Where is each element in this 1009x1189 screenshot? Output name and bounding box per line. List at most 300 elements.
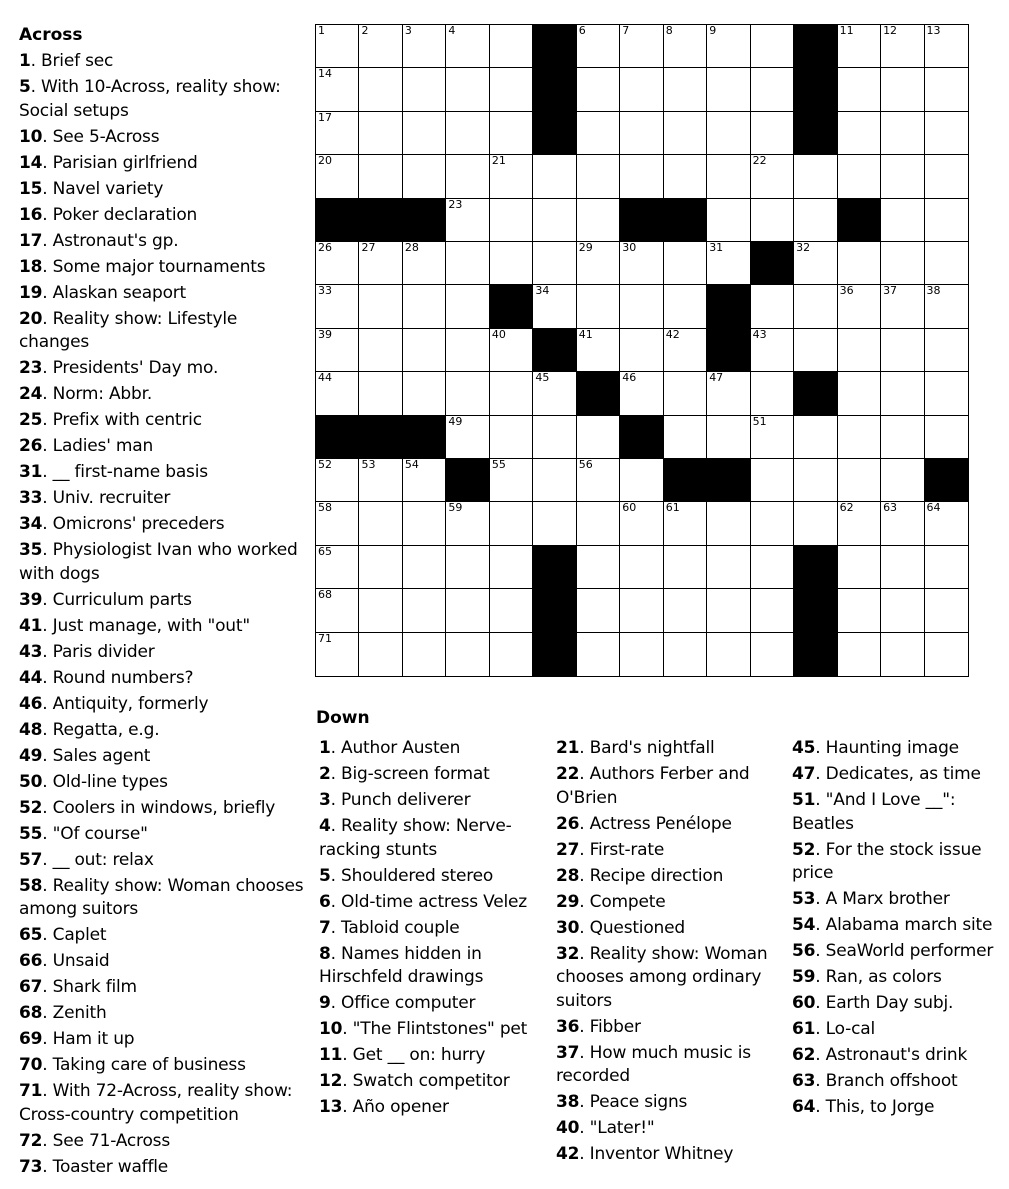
grid-cell[interactable] bbox=[359, 633, 402, 676]
grid-cell[interactable] bbox=[446, 25, 489, 68]
black-square bbox=[794, 25, 837, 68]
black-square bbox=[533, 633, 576, 676]
grid-cell[interactable] bbox=[577, 199, 620, 242]
grid-cell[interactable] bbox=[620, 633, 663, 676]
grid-cell[interactable] bbox=[751, 329, 794, 372]
grid-cell[interactable] bbox=[403, 329, 446, 372]
grid-cell[interactable] bbox=[925, 199, 968, 242]
grid-cell[interactable] bbox=[446, 112, 489, 155]
black-square bbox=[577, 372, 620, 415]
cell-number: 56 bbox=[578, 458, 593, 471]
grid-cell[interactable] bbox=[316, 25, 359, 68]
clue-number: 14 bbox=[19, 152, 43, 173]
clue-number: 65 bbox=[19, 925, 43, 945]
clue-number: 44 bbox=[19, 667, 43, 688]
grid-cell[interactable] bbox=[533, 285, 576, 328]
grid-cell[interactable] bbox=[620, 25, 663, 68]
grid-cell[interactable] bbox=[533, 502, 576, 545]
down-clue-36: 36. Fibber bbox=[556, 1016, 641, 1037]
grid-cell[interactable] bbox=[925, 329, 968, 372]
grid-cell[interactable] bbox=[316, 155, 359, 198]
grid-cell[interactable] bbox=[446, 633, 489, 676]
across-clue-16: 16. Poker declaration bbox=[19, 204, 198, 225]
black-square bbox=[925, 459, 968, 502]
grid-cell[interactable] bbox=[751, 459, 794, 502]
clue-number: 61 bbox=[792, 1019, 816, 1039]
black-square bbox=[403, 416, 446, 459]
clue-number: 20 bbox=[19, 308, 43, 329]
grid-cell[interactable] bbox=[620, 68, 663, 111]
cell-number: 37 bbox=[883, 284, 898, 298]
clue-number: 15 bbox=[19, 178, 43, 199]
grid-cell[interactable] bbox=[881, 589, 924, 632]
grid-cell[interactable] bbox=[403, 155, 446, 198]
crossword-grid[interactable] bbox=[315, 24, 969, 677]
grid-cell[interactable] bbox=[359, 459, 402, 502]
cell-number: 55 bbox=[491, 458, 506, 471]
grid-cell[interactable] bbox=[316, 68, 359, 111]
clue-number: 41 bbox=[19, 615, 43, 636]
grid-cell[interactable] bbox=[838, 502, 881, 545]
grid-cell[interactable] bbox=[533, 372, 576, 415]
grid-cell[interactable] bbox=[881, 416, 924, 459]
grid-cell[interactable] bbox=[533, 459, 576, 502]
down-clue-26: 26. Actress Penélope bbox=[556, 813, 732, 834]
grid-cell[interactable] bbox=[838, 68, 881, 111]
grid-cell[interactable] bbox=[620, 329, 663, 372]
grid-cell[interactable] bbox=[881, 546, 924, 589]
grid-cell[interactable] bbox=[359, 112, 402, 155]
grid-cell[interactable] bbox=[403, 112, 446, 155]
grid-cell[interactable] bbox=[751, 546, 794, 589]
grid-cell[interactable] bbox=[577, 416, 620, 459]
clue-number: 32 bbox=[556, 943, 580, 964]
grid-cell[interactable] bbox=[577, 242, 620, 285]
grid-cell[interactable] bbox=[403, 502, 446, 545]
black-square bbox=[533, 546, 576, 589]
grid-cell[interactable] bbox=[620, 242, 663, 285]
grid-cell[interactable] bbox=[533, 242, 576, 285]
grid-cell[interactable] bbox=[359, 589, 402, 632]
grid-cell[interactable] bbox=[316, 589, 359, 632]
cell-number: 65 bbox=[318, 544, 332, 558]
grid-cell[interactable] bbox=[751, 25, 794, 68]
grid-cell[interactable] bbox=[620, 589, 663, 632]
cell-number: 27 bbox=[361, 241, 376, 254]
grid-cell[interactable] bbox=[881, 459, 924, 502]
grid-cell[interactable] bbox=[316, 242, 359, 285]
grid-cell[interactable] bbox=[577, 25, 620, 68]
grid-cell[interactable] bbox=[533, 155, 576, 198]
grid-cell[interactable] bbox=[490, 25, 533, 68]
grid-cell[interactable] bbox=[925, 25, 968, 68]
grid-cell[interactable] bbox=[925, 502, 968, 545]
clue-number: 36 bbox=[556, 1016, 580, 1037]
grid-cell[interactable] bbox=[707, 68, 750, 111]
grid-cell[interactable] bbox=[577, 155, 620, 198]
grid-cell[interactable] bbox=[403, 242, 446, 285]
cell-number: 44 bbox=[318, 371, 332, 385]
cell-number: 17 bbox=[318, 110, 332, 124]
cell-number: 6 bbox=[578, 24, 586, 37]
grid-cell[interactable] bbox=[490, 199, 533, 242]
grid-cell[interactable] bbox=[881, 199, 924, 242]
grid-cell[interactable] bbox=[664, 68, 707, 111]
grid-cell[interactable] bbox=[359, 242, 402, 285]
grid-cell[interactable] bbox=[316, 459, 359, 502]
grid-cell[interactable] bbox=[925, 242, 968, 285]
grid-cell[interactable] bbox=[881, 242, 924, 285]
grid-cell[interactable] bbox=[577, 459, 620, 502]
grid-cell[interactable] bbox=[838, 329, 881, 372]
clue-number: 25 bbox=[19, 410, 43, 430]
grid-cell[interactable] bbox=[838, 25, 881, 68]
grid-cell[interactable] bbox=[794, 502, 837, 545]
clue-number: 46 bbox=[19, 693, 43, 714]
grid-cell[interactable] bbox=[446, 155, 489, 198]
grid-cell[interactable] bbox=[794, 242, 837, 285]
grid-cell[interactable] bbox=[925, 68, 968, 111]
grid-cell[interactable] bbox=[751, 155, 794, 198]
grid-cell[interactable] bbox=[664, 112, 707, 155]
grid-cell[interactable] bbox=[359, 285, 402, 328]
down-clue-54: 54. Alabama march site bbox=[792, 915, 993, 935]
clue-number: 34 bbox=[19, 514, 43, 534]
across-clue-18: 18. Some major tournaments bbox=[19, 256, 266, 277]
grid-cell[interactable] bbox=[881, 155, 924, 198]
grid-cell[interactable] bbox=[620, 372, 663, 415]
grid-cell[interactable] bbox=[490, 589, 533, 632]
grid-cell[interactable] bbox=[838, 459, 881, 502]
grid-cell[interactable] bbox=[838, 242, 881, 285]
grid-cell[interactable] bbox=[664, 285, 707, 328]
grid-cell[interactable] bbox=[925, 155, 968, 198]
grid-cell[interactable] bbox=[403, 25, 446, 68]
grid-cell[interactable] bbox=[446, 242, 489, 285]
cell-number: 52 bbox=[318, 458, 332, 471]
clue-number: 3 bbox=[319, 790, 331, 810]
grid-cell[interactable] bbox=[838, 416, 881, 459]
across-clue-17: 17. Astronaut's gp. bbox=[19, 230, 179, 251]
cell-number: 13 bbox=[926, 24, 941, 37]
grid-cell[interactable] bbox=[490, 633, 533, 676]
grid-cell[interactable] bbox=[446, 546, 489, 589]
grid-cell[interactable] bbox=[664, 546, 707, 589]
grid-cell[interactable] bbox=[707, 199, 750, 242]
grid-cell[interactable] bbox=[403, 68, 446, 111]
grid-cell[interactable] bbox=[838, 112, 881, 155]
grid-cell[interactable] bbox=[620, 459, 663, 502]
cell-number: 49 bbox=[448, 414, 463, 428]
grid-cell[interactable] bbox=[316, 546, 359, 589]
grid-cell[interactable] bbox=[751, 285, 794, 328]
down-clues-column-3 bbox=[792, 737, 1002, 1122]
grid-cell[interactable] bbox=[838, 633, 881, 676]
across-clue-24: 24. Norm: Abbr. bbox=[19, 384, 153, 404]
across-clue-55: 55. "Of course" bbox=[19, 823, 148, 844]
grid-cell[interactable] bbox=[881, 285, 924, 328]
grid-cell[interactable] bbox=[707, 25, 750, 68]
cell-number: 8 bbox=[665, 24, 673, 37]
black-square bbox=[664, 459, 707, 502]
grid-cell[interactable] bbox=[664, 633, 707, 676]
grid-cell[interactable] bbox=[794, 329, 837, 372]
grid-cell[interactable] bbox=[925, 112, 968, 155]
grid-cell[interactable] bbox=[359, 546, 402, 589]
cell-number: 45 bbox=[535, 371, 550, 385]
grid-cell[interactable] bbox=[490, 68, 533, 111]
grid-cell[interactable] bbox=[446, 589, 489, 632]
cell-number: 62 bbox=[839, 501, 854, 515]
grid-cell[interactable] bbox=[881, 502, 924, 545]
grid-cell[interactable] bbox=[881, 112, 924, 155]
grid-cell[interactable] bbox=[751, 199, 794, 242]
grid-cell[interactable] bbox=[490, 329, 533, 372]
down-clue-2: 2. Big-screen format bbox=[319, 764, 490, 784]
clue-number: 5 bbox=[19, 77, 31, 97]
cell-number: 47 bbox=[709, 371, 724, 385]
grid-cell[interactable] bbox=[490, 546, 533, 589]
grid-cell[interactable] bbox=[751, 372, 794, 415]
grid-cell[interactable] bbox=[359, 155, 402, 198]
clue-number: 8 bbox=[319, 943, 331, 964]
grid-cell[interactable] bbox=[620, 285, 663, 328]
across-clue-72: 72. See 71-Across bbox=[19, 1130, 170, 1151]
grid-cell[interactable] bbox=[316, 502, 359, 545]
grid-cell[interactable] bbox=[316, 372, 359, 415]
grid-cell[interactable] bbox=[316, 112, 359, 155]
grid-cell[interactable] bbox=[446, 416, 489, 459]
across-clue-20: 20. Reality show: Lifestyle changes bbox=[19, 308, 238, 352]
black-square bbox=[490, 285, 533, 328]
grid-cell[interactable] bbox=[490, 459, 533, 502]
grid-cell[interactable] bbox=[359, 25, 402, 68]
grid-cell[interactable] bbox=[446, 502, 489, 545]
grid-cell[interactable] bbox=[751, 68, 794, 111]
grid-cell[interactable] bbox=[751, 633, 794, 676]
grid-cell[interactable] bbox=[359, 329, 402, 372]
grid-cell[interactable] bbox=[794, 459, 837, 502]
grid-cell[interactable] bbox=[794, 285, 837, 328]
grid-cell[interactable] bbox=[838, 155, 881, 198]
grid-cell[interactable] bbox=[403, 546, 446, 589]
grid-cell[interactable] bbox=[620, 112, 663, 155]
clue-number: 42 bbox=[556, 1144, 580, 1164]
black-square bbox=[707, 285, 750, 328]
clue-number: 39 bbox=[19, 589, 43, 610]
clue-number: 48 bbox=[19, 719, 43, 740]
grid-cell[interactable] bbox=[794, 416, 837, 459]
down-clue-40: 40. "Later!" bbox=[556, 1118, 655, 1138]
clue-number: 21 bbox=[556, 738, 580, 758]
grid-cell[interactable] bbox=[490, 112, 533, 155]
down-clue-6: 6. Old-time actress Velez bbox=[319, 891, 527, 912]
grid-cell[interactable] bbox=[577, 285, 620, 328]
grid-cell[interactable] bbox=[490, 372, 533, 415]
grid-cell[interactable] bbox=[707, 112, 750, 155]
black-square bbox=[794, 633, 837, 676]
grid-cell[interactable] bbox=[664, 589, 707, 632]
black-square bbox=[620, 416, 663, 459]
grid-cell[interactable] bbox=[577, 589, 620, 632]
cell-number: 54 bbox=[404, 458, 419, 471]
clue-number: 28 bbox=[556, 865, 580, 886]
grid-cell[interactable] bbox=[881, 372, 924, 415]
down-clue-64: 64. This, to Jorge bbox=[792, 1097, 935, 1117]
grid-cell[interactable] bbox=[403, 459, 446, 502]
black-square bbox=[707, 329, 750, 372]
grid-cell[interactable] bbox=[577, 112, 620, 155]
grid-cell[interactable] bbox=[751, 416, 794, 459]
cell-number: 39 bbox=[318, 327, 332, 341]
grid-cell[interactable] bbox=[838, 372, 881, 415]
across-clue-43: 43. Paris divider bbox=[19, 641, 155, 662]
down-clue-13: 13. Año opener bbox=[319, 1097, 449, 1117]
grid-cell[interactable] bbox=[446, 329, 489, 372]
grid-cell[interactable] bbox=[664, 242, 707, 285]
cell-number: 53 bbox=[361, 458, 376, 471]
black-square bbox=[316, 199, 359, 242]
grid-cell[interactable] bbox=[664, 372, 707, 415]
cell-number: 21 bbox=[491, 154, 506, 168]
grid-cell[interactable] bbox=[925, 285, 968, 328]
across-clue-19: 19. Alaskan seaport bbox=[19, 282, 187, 303]
clue-number: 35 bbox=[19, 540, 43, 560]
down-clue-62: 62. Astronaut's drink bbox=[792, 1045, 968, 1065]
grid-cell[interactable] bbox=[620, 155, 663, 198]
black-square bbox=[533, 68, 576, 111]
grid-cell[interactable] bbox=[751, 502, 794, 545]
grid-cell[interactable] bbox=[838, 285, 881, 328]
grid-cell[interactable] bbox=[881, 633, 924, 676]
across-clue-10: 10. See 5-Across bbox=[19, 126, 160, 147]
across-clue-31: 31. __ first-name basis bbox=[19, 462, 208, 482]
grid-cell[interactable] bbox=[446, 372, 489, 415]
grid-cell[interactable] bbox=[707, 633, 750, 676]
grid-cell[interactable] bbox=[664, 502, 707, 545]
grid-cell[interactable] bbox=[707, 546, 750, 589]
grid-cell[interactable] bbox=[664, 155, 707, 198]
cell-number: 71 bbox=[318, 631, 332, 645]
down-clue-10: 10. "The Flintstones" pet bbox=[319, 1019, 528, 1039]
grid-cell[interactable] bbox=[403, 589, 446, 632]
down-clues-column-2 bbox=[556, 737, 781, 1169]
black-square bbox=[533, 25, 576, 68]
grid-cell[interactable] bbox=[490, 502, 533, 545]
black-square bbox=[316, 416, 359, 459]
grid-cell[interactable] bbox=[881, 329, 924, 372]
grid-cell[interactable] bbox=[577, 502, 620, 545]
grid-cell[interactable] bbox=[664, 329, 707, 372]
down-clue-42: 42. Inventor Whitney bbox=[556, 1144, 734, 1164]
grid-cell[interactable] bbox=[316, 329, 359, 372]
cell-number: 64 bbox=[926, 501, 941, 515]
grid-cell[interactable] bbox=[359, 68, 402, 111]
grid-cell[interactable] bbox=[490, 155, 533, 198]
across-clue-26: 26. Ladies' man bbox=[19, 436, 154, 456]
grid-cell[interactable] bbox=[403, 372, 446, 415]
down-clue-45: 45. Haunting image bbox=[792, 738, 959, 758]
grid-cell[interactable] bbox=[620, 546, 663, 589]
grid-cell[interactable] bbox=[446, 68, 489, 111]
grid-cell[interactable] bbox=[403, 285, 446, 328]
clue-number: 63 bbox=[792, 1071, 816, 1091]
grid-cell[interactable] bbox=[794, 199, 837, 242]
grid-cell[interactable] bbox=[577, 68, 620, 111]
grid-cell[interactable] bbox=[316, 285, 359, 328]
clue-number: 2 bbox=[319, 764, 331, 784]
grid-cell[interactable] bbox=[577, 546, 620, 589]
grid-cell[interactable] bbox=[794, 155, 837, 198]
cell-number: 30 bbox=[622, 241, 637, 254]
grid-cell[interactable] bbox=[620, 502, 663, 545]
grid-cell[interactable] bbox=[707, 502, 750, 545]
grid-cell[interactable] bbox=[490, 242, 533, 285]
grid-cell[interactable] bbox=[446, 285, 489, 328]
grid-cell[interactable] bbox=[577, 633, 620, 676]
grid-cell[interactable] bbox=[403, 633, 446, 676]
grid-cell[interactable] bbox=[533, 416, 576, 459]
across-clue-70: 70. Taking care of business bbox=[19, 1055, 246, 1075]
grid-cell[interactable] bbox=[359, 372, 402, 415]
grid-cell[interactable] bbox=[838, 546, 881, 589]
grid-cell[interactable] bbox=[925, 416, 968, 459]
cell-number: 51 bbox=[752, 414, 767, 428]
clue-number: 11 bbox=[319, 1045, 343, 1065]
grid-cell[interactable] bbox=[707, 589, 750, 632]
clue-number: 23 bbox=[19, 358, 43, 378]
clue-number: 67 bbox=[19, 977, 43, 997]
cell-number: 31 bbox=[709, 241, 724, 254]
grid-cell[interactable] bbox=[838, 589, 881, 632]
clue-number: 66 bbox=[19, 951, 43, 971]
clue-number: 71 bbox=[19, 1081, 43, 1101]
down-clue-56: 56. SeaWorld performer bbox=[792, 941, 994, 961]
black-square bbox=[794, 589, 837, 632]
grid-cell[interactable] bbox=[664, 416, 707, 459]
grid-cell[interactable] bbox=[925, 546, 968, 589]
grid-cell[interactable] bbox=[881, 25, 924, 68]
down-clue-61: 61. Lo-cal bbox=[792, 1019, 875, 1039]
grid-cell[interactable] bbox=[925, 589, 968, 632]
across-clue-46: 46. Antiquity, formerly bbox=[19, 693, 209, 714]
black-square bbox=[794, 68, 837, 111]
grid-cell[interactable] bbox=[751, 589, 794, 632]
grid-cell[interactable] bbox=[359, 502, 402, 545]
clue-number: 72 bbox=[19, 1130, 43, 1151]
clue-number: 53 bbox=[792, 889, 816, 909]
grid-cell[interactable] bbox=[577, 329, 620, 372]
cell-number: 46 bbox=[622, 371, 637, 385]
clue-number: 40 bbox=[556, 1118, 580, 1138]
grid-cell[interactable] bbox=[707, 242, 750, 285]
grid-cell[interactable] bbox=[925, 633, 968, 676]
across-clue-67: 67. Shark film bbox=[19, 977, 137, 997]
grid-cell[interactable] bbox=[316, 633, 359, 676]
grid-cell[interactable] bbox=[664, 25, 707, 68]
grid-cell[interactable] bbox=[707, 372, 750, 415]
grid-cell[interactable] bbox=[490, 416, 533, 459]
cell-number: 26 bbox=[318, 241, 332, 254]
grid-cell[interactable] bbox=[707, 155, 750, 198]
grid-cell[interactable] bbox=[533, 199, 576, 242]
grid-cell[interactable] bbox=[707, 416, 750, 459]
grid-cell[interactable] bbox=[446, 199, 489, 242]
grid-cell[interactable] bbox=[881, 68, 924, 111]
grid-cell[interactable] bbox=[925, 372, 968, 415]
grid-cell[interactable] bbox=[751, 112, 794, 155]
clue-number: 9 bbox=[319, 993, 331, 1013]
